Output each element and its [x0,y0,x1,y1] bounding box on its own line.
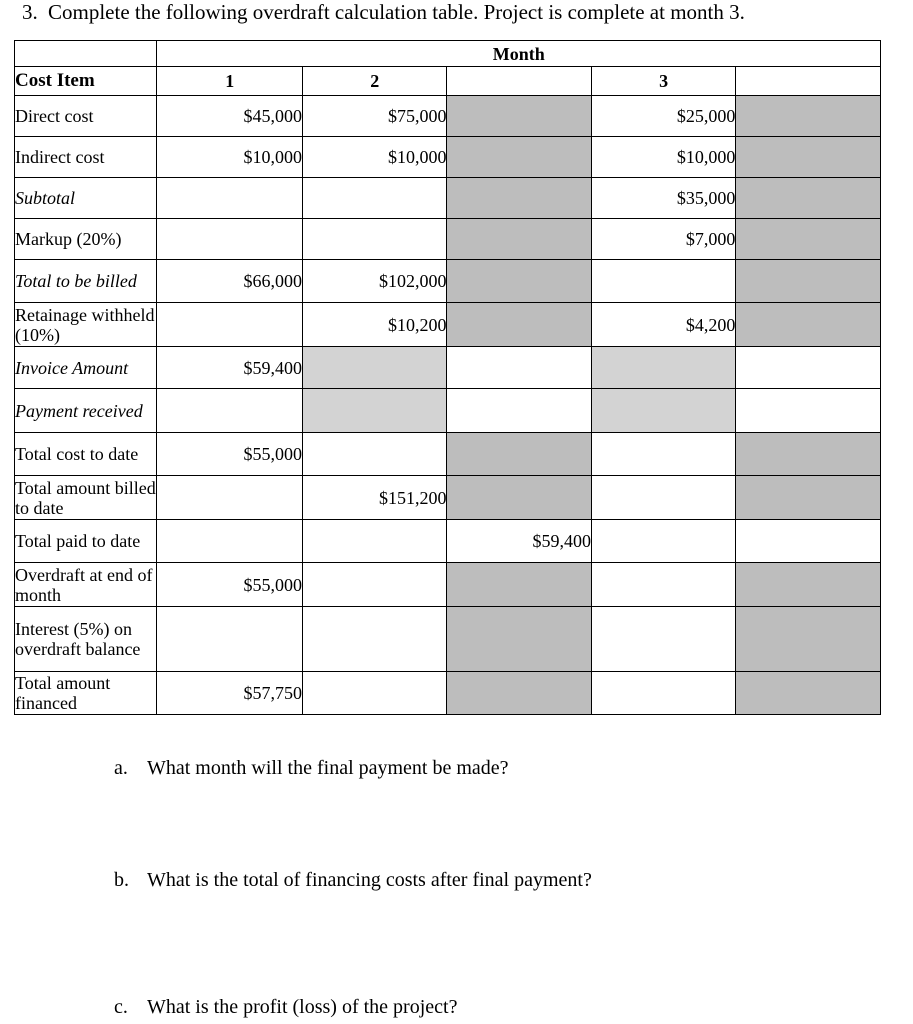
table-cell: $75,000 [302,96,446,137]
shaded-cell [736,476,881,520]
table-cell [302,672,446,715]
table-cell [302,433,446,476]
shaded-cell [736,178,881,219]
row-label: Retainage withheld (10%) [15,303,157,347]
question-a-text: What month will the final payment be made? [147,757,509,779]
table-row [15,137,881,178]
table-cell [302,607,446,672]
month-header-row [15,41,881,67]
shaded-cell [736,137,881,178]
table-cell: $10,000 [591,137,735,178]
row-label: Direct cost [15,96,157,137]
table-cell [447,389,591,433]
shaded-cell [736,303,881,347]
column-header-row [15,67,881,96]
shaded-cell [736,260,881,303]
table-cell [157,303,302,347]
shaded-cell [447,563,591,607]
shaded-cell [447,303,591,347]
table-cell [591,520,735,563]
shaded-cell [736,672,881,715]
question-text: Complete the following overdraft calculation table. Project is complete at month 3. [48,0,745,24]
question-a [114,756,509,780]
row-label: Total cost to date [15,433,157,476]
table-cell: $25,000 [591,96,735,137]
row-label: Total paid to date [15,520,157,563]
table-cell: $151,200 [302,476,446,520]
table-cell [302,520,446,563]
table-cell [157,607,302,672]
month-col-1: 1 [157,67,302,96]
shaded-cell [736,607,881,672]
table-cell [591,433,735,476]
table-cell [302,563,446,607]
table-cell: $59,400 [157,347,302,389]
row-label: Indirect cost [15,137,157,178]
row-label: Total amount financed [15,672,157,715]
table-cell [302,178,446,219]
row-label: Invoice Amount [15,347,157,389]
month-col-3: 3 [591,67,735,96]
month-col-2: 2 [302,67,446,96]
table-row [15,563,881,607]
question-b-text: What is the total of financing costs after final payment? [147,869,592,891]
table-cell [447,347,591,389]
row-label: Total to be billed [15,260,157,303]
table-cell [591,260,735,303]
table-row [15,178,881,219]
shaded-cell [591,389,735,433]
shaded-cell [447,260,591,303]
table-cell [157,389,302,433]
table-cell [157,476,302,520]
table-cell [591,607,735,672]
table-row [15,607,881,672]
table-cell [591,476,735,520]
shaded-cell [736,219,881,260]
table-cell [736,520,881,563]
table-row [15,303,881,347]
table-cell [591,672,735,715]
table-row [15,389,881,433]
table-row [15,347,881,389]
table-row [15,520,881,563]
question-c [114,995,457,1019]
table-cell: $35,000 [591,178,735,219]
shaded-cell [736,433,881,476]
table-cell: $66,000 [157,260,302,303]
month-col-blank-a [447,67,591,96]
row-label: Overdraft at end of month [15,563,157,607]
row-label: Interest (5%) on overdraft balance [15,607,157,672]
table-cell: $7,000 [591,219,735,260]
shaded-cell [736,563,881,607]
table-cell [302,219,446,260]
question-title [22,0,745,24]
table-row [15,433,881,476]
question-letter: b. [114,869,129,891]
month-header: Month [157,41,881,67]
table-cell [736,347,881,389]
table-cell: $102,000 [302,260,446,303]
table-cell: $10,200 [302,303,446,347]
table-row [15,96,881,137]
table-cell [157,219,302,260]
shaded-cell [447,219,591,260]
shaded-cell [447,433,591,476]
table-row [15,672,881,715]
table-cell: $57,750 [157,672,302,715]
corner-cell [15,41,157,67]
table-cell: $10,000 [157,137,302,178]
shaded-cell [302,347,446,389]
table-cell [736,389,881,433]
table-row [15,260,881,303]
overdraft-table [14,40,881,715]
cost-item-header: Cost Item [15,67,157,96]
month-col-blank-b [736,67,881,96]
row-label: Total amount billed to date [15,477,156,518]
shaded-cell [591,347,735,389]
shaded-cell [736,96,881,137]
row-label: Markup (20%) [15,219,157,260]
table-row [15,476,881,520]
question-letter: a. [114,757,128,779]
table-cell [591,563,735,607]
shaded-cell [302,389,446,433]
question-c-text: What is the profit (loss) of the project? [147,996,458,1018]
table-cell: $55,000 [157,433,302,476]
table-cell: $59,400 [447,520,591,563]
table-row [15,219,881,260]
shaded-cell [447,137,591,178]
table-cell [157,178,302,219]
question-letter: c. [114,996,128,1018]
row-label: Payment received [15,389,157,433]
shaded-cell [447,476,591,520]
shaded-cell [447,672,591,715]
table-cell: $55,000 [157,563,302,607]
shaded-cell [447,607,591,672]
row-label: Subtotal [15,178,157,219]
shaded-cell [447,96,591,137]
question-number: 3. [22,0,38,24]
table-cell [157,520,302,563]
table-cell: $10,000 [302,137,446,178]
table-cell: $4,200 [591,303,735,347]
question-b [114,868,592,892]
shaded-cell [447,178,591,219]
table-cell: $45,000 [157,96,302,137]
